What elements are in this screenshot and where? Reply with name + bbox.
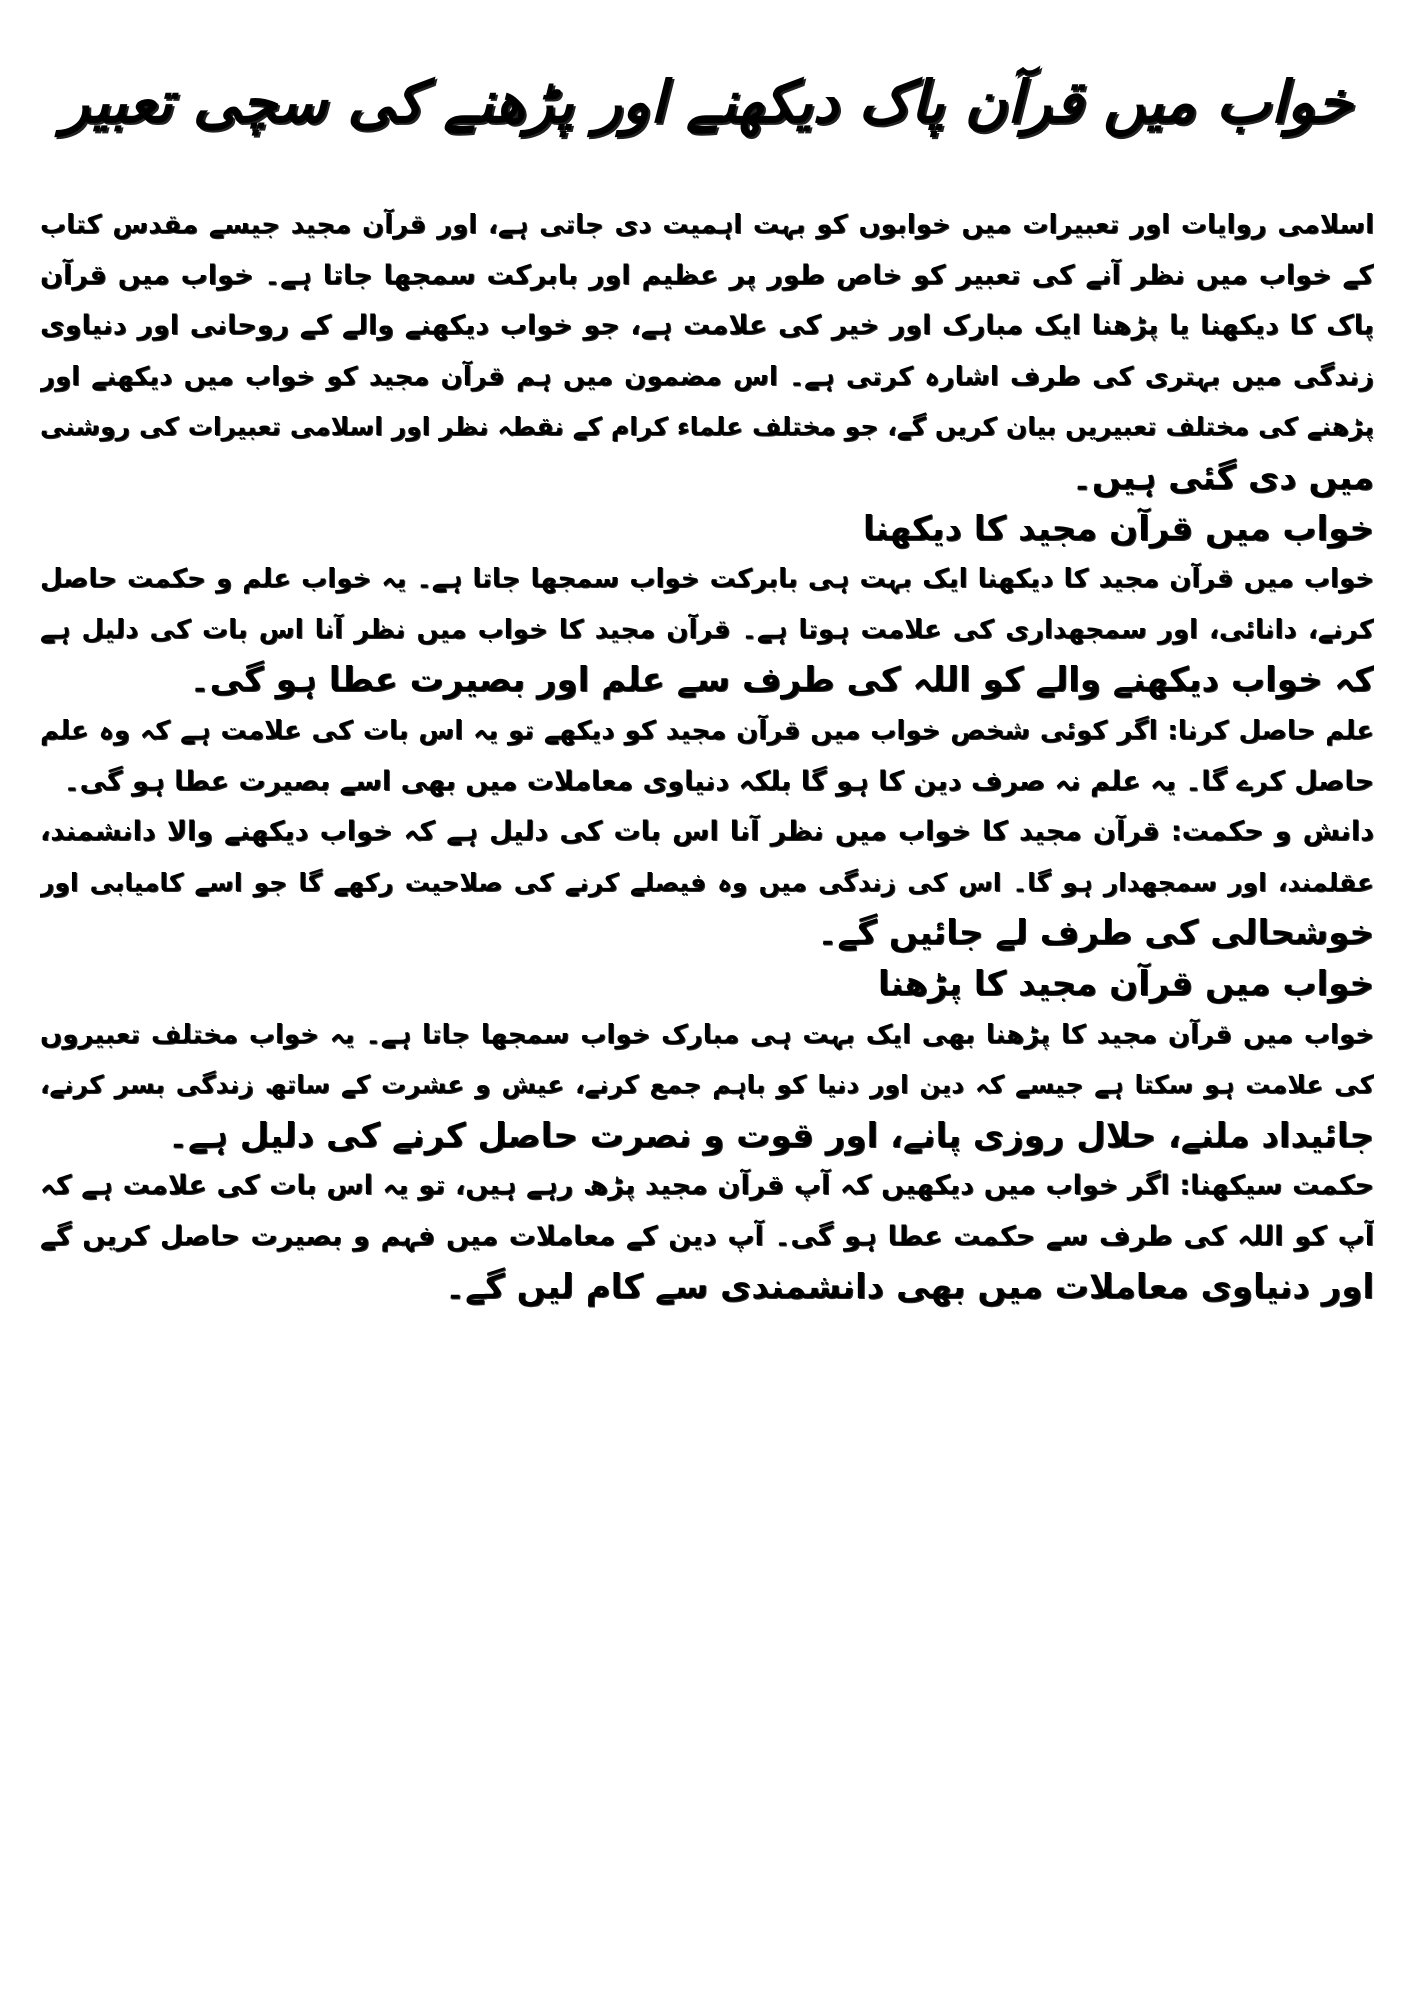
wisdom-line-2: عقلمند، اور سمجھدار ہو گا۔ اس کی زندگی میں وہ فیصلے کرنے کی صلاحیت رکھے گا جو اسے کامیابی اور [40, 867, 1374, 897]
intro-line-5: پڑھنے کی مختلف تعبیریں بیان کریں گے، جو مختلف علماء کرام کے نقطہ نظر اور اسلامی تعبیرات کی روشنی [40, 412, 1374, 442]
seeing-line-3: کہ خواب دیکھنے والے کو اللہ کی طرف سے علم اور بصیرت عطا ہو گی۔ [189, 660, 1374, 701]
knowledge-line-2: حاصل کرے گا۔ یہ علم نہ صرف دین کا ہو گا بلکہ دنیاوی معاملات میں بھی اسے بصیرت عطا ہو گی۔ [63, 765, 1374, 797]
knowledge-line-1: علم حاصل کرنا: اگر کوئی شخص خواب میں قرآن مجید کو دیکھے تو یہ اس بات کی علامت ہے کہ وہ علم [40, 715, 1374, 746]
article-body [40, 200, 1374, 1313]
intro-line-3: پاک کا دیکھنا یا پڑھنا ایک مبارک اور خیر کی علامت ہے، جو خواب دیکھنے والے کے روحانی اور دنیاوی [40, 310, 1374, 342]
wisdom-line-1: دانش و حکمت: قرآن مجید کا خواب میں نظر آنا اس بات کی دلیل ہے کہ خواب دیکھنے والا دانشمند، [40, 816, 1374, 848]
intro-line-2: کے خواب میں نظر آنے کی تعبیر کو خاص طور پر عظیم اور بابرکت سمجھا جاتا ہے۔ خواب میں قرآن [40, 259, 1374, 291]
section-heading-reading: خواب میں قرآن مجید کا پڑھنا [877, 963, 1374, 1004]
learning-line-1: حکمت سیکھنا: اگر خواب میں دیکھیں کہ آپ قرآن مجید پڑھ رہے ہیں، تو یہ اس بات کی علامت ہے کہ [40, 1170, 1374, 1202]
section-heading-seeing: خواب میں قرآن مجید کا دیکھنا [862, 508, 1374, 549]
intro-line-1: اسلامی روایات اور تعبیرات میں خوابوں کو بہت اہمیت دی جاتی ہے، اور قرآن مجید جیسے مقدس کتاب [40, 210, 1374, 240]
intro-line-4: زندگی میں بہتری کی طرف اشارہ کرتی ہے۔ اس مضمون میں ہم قرآن مجید کو خواب میں دیکھنے اور [40, 361, 1374, 392]
reading-line-1: خواب میں قرآن مجید کا پڑھنا بھی ایک بہت ہی مبارک خواب سمجھا جاتا ہے۔ یہ خواب مختلف تعبیروں [40, 1019, 1374, 1050]
intro-line-6: میں دی گئی ہیں۔ [1071, 457, 1374, 498]
seeing-line-1: خواب میں قرآن مجید کا دیکھنا ایک بہت ہی بابرکت خواب سمجھا جاتا ہے۔ یہ خواب علم و حکمت حاصل [40, 564, 1374, 595]
reading-line-3: جائیداد ملنے، حلال روزی پانے، اور قوت و نصرت حاصل کرنے کی دلیل ہے۔ [168, 1115, 1374, 1156]
learning-line-3: اور دنیاوی معاملات میں بھی دانشمندی سے کام لیں گے۔ [445, 1267, 1374, 1308]
reading-line-2: کی علامت ہو سکتا ہے جیسے کہ دین اور دنیا کو باہم جمع کرنے، عیش و عشرت کے ساتھ زندگی بسر کرنے، [40, 1070, 1374, 1100]
wisdom-line-3: خوشحالی کی طرف لے جائیں گے۔ [817, 913, 1374, 954]
page-title: خواب میں قرآن پاک دیکھنے اور پڑھنے کی سچی تعبیر [61, 68, 1353, 136]
seeing-line-2: کرنے، دانائی، اور سمجھداری کی علامت ہوتا ہے۔ قرآن مجید کا خواب میں نظر آنا اس بات کی دلیل ہے [40, 614, 1374, 645]
learning-line-2: آپ کو اللہ کی طرف سے حکمت عطا ہو گی۔ آپ دین کے معاملات میں فہم و بصیرت حاصل کریں گے [40, 1220, 1374, 1252]
